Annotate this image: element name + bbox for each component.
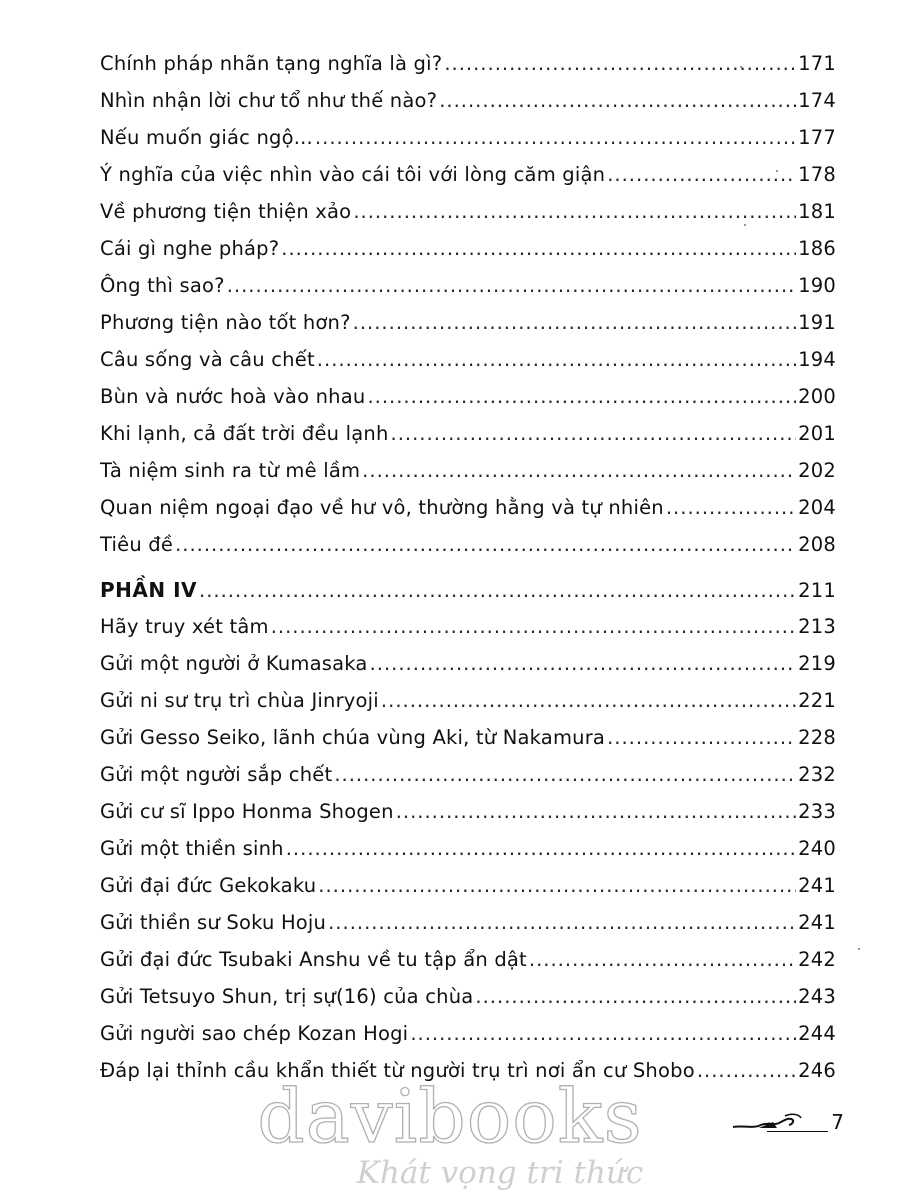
table-of-contents [100, 52, 836, 1096]
toc-entry-page: 202 [798, 459, 836, 482]
toc-entry [100, 311, 836, 348]
toc-entry-page: 186 [798, 237, 836, 260]
toc-entry-title: Quan niệm ngoại đạo về hư vô, thường hằng và tự nhiên [100, 496, 664, 519]
toc-entry [100, 1022, 836, 1059]
toc-entry-page: 177 [798, 126, 836, 149]
dot-leader [353, 311, 797, 334]
toc-entry [100, 800, 836, 837]
dot-leader [281, 237, 796, 260]
scan-speck [858, 948, 860, 950]
toc-entry [100, 126, 836, 163]
dot-leader [271, 615, 796, 638]
toc-part-heading [100, 578, 836, 615]
toc-entry [100, 200, 836, 237]
toc-entry [100, 385, 836, 422]
toc-entry-page: 233 [798, 800, 836, 823]
toc-entry [100, 652, 836, 689]
toc-entry [100, 837, 836, 874]
toc-entry-title: Đáp lại thỉnh cầu khẩn thiết từ người trụ trì nơi ẩn cư Shobo [100, 1059, 695, 1082]
toc-entry [100, 985, 836, 1022]
scan-speck [744, 224, 746, 226]
toc-entry-page: 243 [798, 985, 836, 1008]
toc-entry-title: Gửi một thiền sinh [100, 837, 284, 860]
toc-entry-page: 208 [798, 533, 836, 556]
toc-entry-page: 201 [798, 422, 836, 445]
toc-entry-title: PHẦN IV [100, 578, 197, 602]
toc-entry-title: Gửi Gesso Seiko, lãnh chúa vùng Aki, từ Nakamura [100, 726, 606, 749]
toc-entry [100, 533, 836, 570]
toc-entry [100, 163, 836, 200]
toc-entry-title: Tiêu đề [100, 533, 174, 556]
dot-leader [317, 348, 796, 371]
toc-entry-page: 181 [798, 200, 836, 223]
dot-leader [318, 874, 796, 897]
toc-entry-page: 178 [798, 163, 836, 186]
dot-leader [362, 459, 796, 482]
toc-entry-page: 211 [798, 579, 836, 602]
toc-entry-title: Gửi một người ở Kumasaka [100, 652, 368, 675]
dot-leader [315, 126, 796, 149]
toc-entry-page: 171 [798, 52, 836, 75]
watermark-brand: davibooks [257, 1074, 643, 1160]
toc-entry-page: 190 [798, 274, 836, 297]
toc-entry-page: 200 [798, 385, 836, 408]
toc-entry-page: 232 [798, 763, 836, 786]
toc-entry-title: Gửi thiền sư Soku Hoju [100, 911, 327, 934]
toc-entry [100, 52, 836, 89]
toc-entry-page: 191 [798, 311, 836, 334]
page-number: 7 [831, 1110, 844, 1134]
toc-entry-page: 241 [798, 911, 836, 934]
dot-leader [199, 579, 796, 602]
toc-entry-title: Bùn và nước hoà vào nhau [100, 385, 366, 408]
dot-leader [444, 52, 796, 75]
toc-entry-page: 213 [798, 615, 836, 638]
toc-entry [100, 948, 836, 985]
toc-entry [100, 237, 836, 274]
dot-leader [353, 200, 796, 223]
toc-entry-page: 241 [798, 874, 836, 897]
dot-leader [367, 385, 796, 408]
toc-entry-page: 242 [798, 948, 836, 971]
dot-leader [439, 89, 796, 112]
toc-entry-title: Phương tiện nào tốt hơn? [100, 311, 351, 334]
toc-entry-title: Gửi một người sắp chết [100, 763, 333, 786]
dot-leader [475, 985, 796, 1008]
dot-leader [286, 837, 796, 860]
toc-entry [100, 348, 836, 385]
toc-entry-title: Câu sống và câu chết [100, 348, 315, 371]
toc-entry-title: Về phương tiện thiện xảo [100, 200, 352, 223]
page-footer [729, 1110, 844, 1134]
toc-entry-page: 246 [798, 1059, 836, 1082]
dot-leader [328, 911, 796, 934]
toc-entry-title: Chính pháp nhãn tạng nghĩa là gì? [100, 52, 443, 75]
toc-entry-page: 244 [798, 1022, 836, 1045]
dot-leader [410, 1022, 796, 1045]
toc-entry-page: 240 [798, 837, 836, 860]
toc-entry-title: Gửi Tetsuyo Shun, trị sự(16) của chùa [100, 985, 474, 1008]
dot-leader [607, 163, 796, 186]
toc-entry-title: Ý nghĩa của việc nhìn vào cái tôi với lòng căm giận [100, 163, 606, 186]
toc-entry-title: Khi lạnh, cả đất trời đều lạnh [100, 422, 389, 445]
toc-entry [100, 763, 836, 800]
toc-entry [100, 874, 836, 911]
toc-entry-page: 204 [798, 496, 836, 519]
dot-leader [396, 800, 796, 823]
toc-entry-page: 194 [798, 348, 836, 371]
toc-entry-title: Gửi đại đức Tsubaki Anshu về tu tập ẩn dật [100, 948, 527, 971]
dot-leader [175, 533, 796, 556]
toc-entry [100, 615, 836, 652]
toc-entry-title: Nhìn nhận lời chư tổ như thế nào? [100, 89, 438, 112]
dot-leader [381, 689, 796, 712]
toc-entry-title: Gửi ni sư trụ trì chùa Jinryoji [100, 689, 379, 712]
dot-leader [334, 763, 796, 786]
toc-entry-page: 228 [798, 726, 836, 749]
toc-entry-title: Hãy truy xét tâm [100, 615, 269, 638]
toc-entry-title: Gửi đại đức Gekokaku [100, 874, 317, 897]
dot-leader [227, 274, 796, 297]
dot-leader [370, 652, 797, 675]
dot-leader [607, 726, 796, 749]
toc-entry-title: Ông thì sao? [100, 274, 225, 297]
scan-speck [740, 66, 742, 68]
toc-entry-page: 174 [798, 89, 836, 112]
toc-entry-title: Tà niệm sinh ra từ mê lầm [100, 459, 361, 482]
toc-entry-title: Cái gì nghe pháp? [100, 237, 280, 260]
toc-entry [100, 274, 836, 311]
toc-entry [100, 459, 836, 496]
toc-entry [100, 726, 836, 763]
toc-entry-page: 221 [798, 689, 836, 712]
dot-leader [697, 1059, 796, 1082]
dot-leader [529, 948, 796, 971]
toc-entry-page: 219 [798, 652, 836, 675]
toc-entry [100, 422, 836, 459]
toc-entry [100, 689, 836, 726]
toc-entry-title: Gửi cư sĩ Ippo Honma Shogen [100, 800, 394, 823]
toc-entry [100, 911, 836, 948]
scan-speck [776, 170, 778, 172]
dot-leader [391, 422, 797, 445]
toc-entry [100, 89, 836, 126]
toc-entry [100, 496, 836, 533]
footer-rule [767, 1131, 828, 1132]
toc-entry-title: Gửi người sao chép Kozan Hogi [100, 1022, 409, 1045]
watermark-tagline: Khát vọng tri thức [356, 1155, 644, 1191]
dot-leader [666, 496, 796, 519]
toc-entry-title: Nếu muốn giác ngộ... [100, 126, 313, 149]
